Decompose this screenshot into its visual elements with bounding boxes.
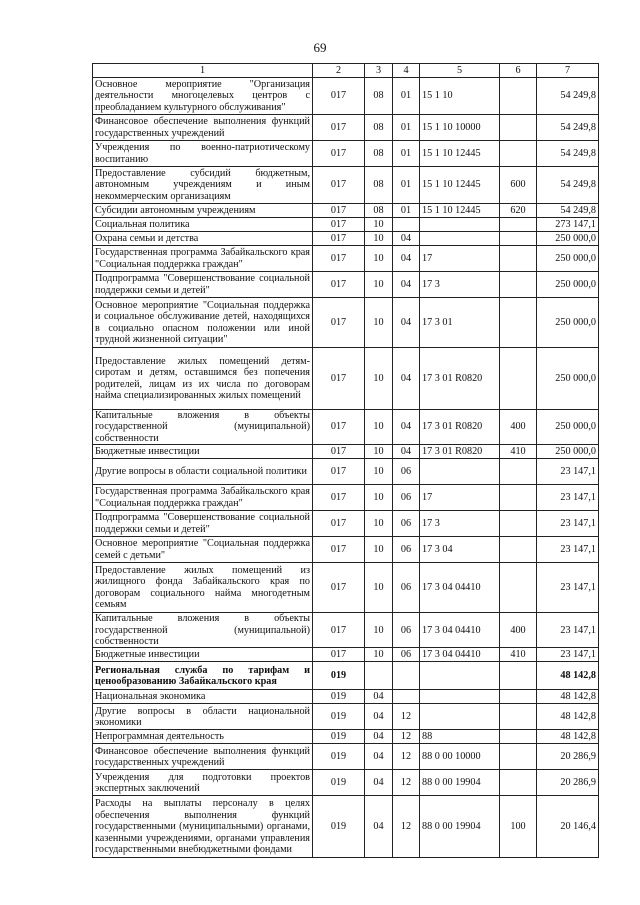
row-name-cell: Финансовое обеспечение выполнения функций государственных учреждений: [93, 115, 313, 141]
subsection-cell: 04: [393, 232, 420, 246]
subsection-cell: [393, 690, 420, 704]
table-row: [93, 78, 599, 115]
amount-cell: 250 000,0: [537, 246, 599, 272]
expense-type-cell: [500, 246, 537, 272]
subsection-cell: 12: [393, 796, 420, 858]
ministry-code-cell: 017: [313, 511, 365, 537]
row-name-cell: Подпрограмма "Совершенствование социальной поддержки семьи и детей": [93, 272, 313, 298]
column-header: 4: [393, 64, 420, 78]
section-cell: 08: [365, 204, 393, 218]
ministry-code-cell: 017: [313, 232, 365, 246]
subsection-cell: 12: [393, 704, 420, 730]
section-cell: [365, 662, 393, 690]
table-row: [93, 690, 599, 704]
ministry-code-cell: 019: [313, 744, 365, 770]
section-cell: 10: [365, 563, 393, 613]
table-row: [93, 662, 599, 690]
ministry-code-cell: 017: [313, 648, 365, 662]
table-row: [93, 272, 599, 298]
row-name-cell: Основное мероприятие "Социальная поддержка семей с детьми": [93, 537, 313, 563]
amount-cell: 48 142,8: [537, 662, 599, 690]
ministry-code-cell: 017: [313, 348, 365, 410]
ministry-code-cell: 017: [313, 218, 365, 232]
section-cell: 10: [365, 348, 393, 410]
table-row: [93, 744, 599, 770]
amount-cell: 54 249,8: [537, 115, 599, 141]
column-header: 5: [420, 64, 500, 78]
table-row: [93, 730, 599, 744]
section-cell: 10: [365, 445, 393, 459]
target-article-cell: 17 3 04: [420, 537, 500, 563]
target-article-cell: 15 1 10 10000: [420, 115, 500, 141]
subsection-cell: 06: [393, 485, 420, 511]
target-article-cell: [420, 662, 500, 690]
amount-cell: 20 146,4: [537, 796, 599, 858]
target-article-cell: 17 3 04 04410: [420, 563, 500, 613]
amount-cell: 250 000,0: [537, 445, 599, 459]
subsection-cell: 01: [393, 167, 420, 204]
section-cell: 10: [365, 485, 393, 511]
expense-type-cell: [500, 459, 537, 485]
expense-type-cell: 410: [500, 648, 537, 662]
section-cell: 04: [365, 690, 393, 704]
expense-type-cell: 400: [500, 613, 537, 648]
amount-cell: 273 147,1: [537, 218, 599, 232]
table-row: [93, 511, 599, 537]
row-name-cell: Предоставление субсидий бюджетным, автономным учреждениям и иным некоммерческим организациям: [93, 167, 313, 204]
target-article-cell: 15 1 10 12445: [420, 141, 500, 167]
section-cell: 10: [365, 232, 393, 246]
target-article-cell: [420, 690, 500, 704]
target-article-cell: 17 3: [420, 511, 500, 537]
expense-type-cell: [500, 730, 537, 744]
amount-cell: 48 142,8: [537, 730, 599, 744]
row-name-cell: Социальная политика: [93, 218, 313, 232]
expense-type-cell: 620: [500, 204, 537, 218]
column-header: 1: [93, 64, 313, 78]
expense-type-cell: 410: [500, 445, 537, 459]
section-cell: 04: [365, 704, 393, 730]
expense-type-cell: [500, 298, 537, 348]
subsection-cell: 06: [393, 563, 420, 613]
section-cell: 04: [365, 796, 393, 858]
ministry-code-cell: 017: [313, 298, 365, 348]
ministry-code-cell: 017: [313, 410, 365, 445]
amount-cell: 250 000,0: [537, 410, 599, 445]
amount-cell: 250 000,0: [537, 272, 599, 298]
row-name-cell: Капитальные вложения в объекты государственной (муниципальной) собственности: [93, 613, 313, 648]
ministry-code-cell: 019: [313, 770, 365, 796]
row-name-cell: Основное мероприятие "Социальная поддержка и социальное обслуживание детей, находящихся в социально опасном положении или иной трудной жизненной ситуации": [93, 298, 313, 348]
expense-type-cell: 100: [500, 796, 537, 858]
ministry-code-cell: 017: [313, 115, 365, 141]
subsection-cell: [393, 218, 420, 232]
ministry-code-cell: 017: [313, 445, 365, 459]
subsection-cell: 12: [393, 730, 420, 744]
amount-cell: 23 147,1: [537, 485, 599, 511]
expense-type-cell: [500, 744, 537, 770]
target-article-cell: 17: [420, 485, 500, 511]
target-article-cell: [420, 218, 500, 232]
section-cell: 04: [365, 730, 393, 744]
ministry-code-cell: 017: [313, 563, 365, 613]
row-name-cell: Другие вопросы в области национальной экономики: [93, 704, 313, 730]
table-row: [93, 445, 599, 459]
amount-cell: 23 147,1: [537, 648, 599, 662]
expense-type-cell: 400: [500, 410, 537, 445]
ministry-code-cell: 017: [313, 485, 365, 511]
expense-type-cell: [500, 563, 537, 613]
section-cell: 04: [365, 744, 393, 770]
table-row: [93, 141, 599, 167]
expense-type-cell: [500, 770, 537, 796]
target-article-cell: 17 3 01: [420, 298, 500, 348]
subsection-cell: 04: [393, 246, 420, 272]
subsection-cell: 04: [393, 410, 420, 445]
target-article-cell: 88: [420, 730, 500, 744]
row-name-cell: Учреждения по военно-патриотическому воспитанию: [93, 141, 313, 167]
expense-type-cell: [500, 141, 537, 167]
ministry-code-cell: 019: [313, 704, 365, 730]
row-name-cell: Капитальные вложения в объекты государственной (муниципальной) собственности: [93, 410, 313, 445]
table-header-row: [93, 64, 599, 78]
amount-cell: 250 000,0: [537, 298, 599, 348]
amount-cell: 20 286,9: [537, 744, 599, 770]
target-article-cell: 17 3 01 R0820: [420, 445, 500, 459]
subsection-cell: 04: [393, 298, 420, 348]
ministry-code-cell: 019: [313, 690, 365, 704]
subsection-cell: 06: [393, 613, 420, 648]
target-article-cell: 15 1 10 12445: [420, 167, 500, 204]
table-row: [93, 563, 599, 613]
section-cell: 10: [365, 459, 393, 485]
expense-type-cell: [500, 272, 537, 298]
column-header: 3: [365, 64, 393, 78]
amount-cell: 54 249,8: [537, 167, 599, 204]
target-article-cell: 17 3 01 R0820: [420, 410, 500, 445]
amount-cell: 20 286,9: [537, 770, 599, 796]
expense-type-cell: [500, 662, 537, 690]
ministry-code-cell: 017: [313, 613, 365, 648]
expense-type-cell: [500, 537, 537, 563]
ministry-code-cell: 017: [313, 141, 365, 167]
ministry-code-cell: 017: [313, 459, 365, 485]
ministry-code-cell: 017: [313, 78, 365, 115]
table-row: [93, 648, 599, 662]
subsection-cell: 04: [393, 272, 420, 298]
ministry-code-cell: 017: [313, 167, 365, 204]
ministry-code-cell: 019: [313, 730, 365, 744]
row-name-cell: Бюджетные инвестиции: [93, 445, 313, 459]
section-cell: 10: [365, 613, 393, 648]
amount-cell: 54 249,8: [537, 141, 599, 167]
amount-cell: 23 147,1: [537, 459, 599, 485]
target-article-cell: 15 1 10 12445: [420, 204, 500, 218]
row-name-cell: Финансовое обеспечение выполнения функций государственных учреждений: [93, 744, 313, 770]
row-name-cell: Региональная служба по тарифам и ценообразованию Забайкальского края: [93, 662, 313, 690]
row-name-cell: Национальная экономика: [93, 690, 313, 704]
amount-cell: 54 249,8: [537, 78, 599, 115]
target-article-cell: 17 3: [420, 272, 500, 298]
subsection-cell: 12: [393, 744, 420, 770]
table-row: [93, 204, 599, 218]
subsection-cell: 06: [393, 537, 420, 563]
table-row: [93, 115, 599, 141]
page-number: 69: [313, 40, 327, 55]
table-row: [93, 796, 599, 858]
amount-cell: 23 147,1: [537, 537, 599, 563]
expense-type-cell: 600: [500, 167, 537, 204]
expense-type-cell: [500, 485, 537, 511]
target-article-cell: 88 0 00 19904: [420, 796, 500, 858]
expense-type-cell: [500, 218, 537, 232]
ministry-code-cell: 017: [313, 272, 365, 298]
ministry-code-cell: 019: [313, 796, 365, 858]
section-cell: 10: [365, 410, 393, 445]
amount-cell: 48 142,8: [537, 704, 599, 730]
target-article-cell: [420, 459, 500, 485]
subsection-cell: 04: [393, 445, 420, 459]
section-cell: 08: [365, 78, 393, 115]
target-article-cell: 15 1 10: [420, 78, 500, 115]
ministry-code-cell: 017: [313, 246, 365, 272]
amount-cell: 48 142,8: [537, 690, 599, 704]
subsection-cell: 01: [393, 141, 420, 167]
table-row: [93, 246, 599, 272]
expense-type-cell: [500, 704, 537, 730]
table-row: [93, 410, 599, 445]
section-cell: 10: [365, 537, 393, 563]
target-article-cell: 17 3 04 04410: [420, 613, 500, 648]
table-row: [93, 167, 599, 204]
amount-cell: 23 147,1: [537, 563, 599, 613]
table-row: [93, 537, 599, 563]
subsection-cell: 01: [393, 78, 420, 115]
section-cell: 08: [365, 141, 393, 167]
table-row: [93, 459, 599, 485]
table-row: [93, 348, 599, 410]
section-cell: 10: [365, 298, 393, 348]
expense-type-cell: [500, 511, 537, 537]
section-cell: 10: [365, 246, 393, 272]
ministry-code-cell: 017: [313, 204, 365, 218]
section-cell: 04: [365, 770, 393, 796]
subsection-cell: [393, 662, 420, 690]
section-cell: 08: [365, 167, 393, 204]
amount-cell: 250 000,0: [537, 232, 599, 246]
column-header: 6: [500, 64, 537, 78]
table-row: [93, 298, 599, 348]
row-name-cell: Учреждения для подготовки проектов экспертных заключений: [93, 770, 313, 796]
row-name-cell: Основное мероприятие "Организация деятельности многоцелевых центров с преобладанием культурного обслуживания": [93, 78, 313, 115]
expense-type-cell: [500, 348, 537, 410]
ministry-code-cell: 017: [313, 537, 365, 563]
row-name-cell: Подпрограмма "Совершенствование социальной поддержки семьи и детей": [93, 511, 313, 537]
row-name-cell: Предоставление жилых помещений из жилищного фонда Забайкальского края по договорам социального найма многодетным семьям: [93, 563, 313, 613]
ministry-code-cell: 019: [313, 662, 365, 690]
target-article-cell: [420, 232, 500, 246]
subsection-cell: 06: [393, 648, 420, 662]
section-cell: 10: [365, 511, 393, 537]
table-row: [93, 704, 599, 730]
expense-type-cell: [500, 690, 537, 704]
subsection-cell: 06: [393, 459, 420, 485]
target-article-cell: 17 3 04 04410: [420, 648, 500, 662]
amount-cell: 250 000,0: [537, 348, 599, 410]
table-row: [93, 232, 599, 246]
section-cell: 10: [365, 648, 393, 662]
section-cell: 10: [365, 218, 393, 232]
subsection-cell: 01: [393, 204, 420, 218]
section-cell: 10: [365, 272, 393, 298]
subsection-cell: 12: [393, 770, 420, 796]
amount-cell: 23 147,1: [537, 511, 599, 537]
column-header: 2: [313, 64, 365, 78]
target-article-cell: 17: [420, 246, 500, 272]
expense-type-cell: [500, 78, 537, 115]
amount-cell: 54 249,8: [537, 204, 599, 218]
table-row: [93, 770, 599, 796]
row-name-cell: Субсидии автономным учреждениям: [93, 204, 313, 218]
expense-type-cell: [500, 115, 537, 141]
column-header: 7: [537, 64, 599, 78]
target-article-cell: 17 3 01 R0820: [420, 348, 500, 410]
budget-table: [92, 63, 599, 858]
table-row: [93, 218, 599, 232]
row-name-cell: Непрограммная деятельность: [93, 730, 313, 744]
subsection-cell: 06: [393, 511, 420, 537]
subsection-cell: 04: [393, 348, 420, 410]
row-name-cell: Бюджетные инвестиции: [93, 648, 313, 662]
target-article-cell: [420, 704, 500, 730]
row-name-cell: Предоставление жилых помещений детям-сиротам и детям, оставшимся без попечения родителей, лицам из их числа по договорам найма специализированных жилых помещений: [93, 348, 313, 410]
subsection-cell: 01: [393, 115, 420, 141]
expense-type-cell: [500, 232, 537, 246]
row-name-cell: Государственная программа Забайкальского края "Социальная поддержка граждан": [93, 485, 313, 511]
row-name-cell: Другие вопросы в области социальной политики: [93, 459, 313, 485]
table-row: [93, 613, 599, 648]
row-name-cell: Расходы на выплаты персоналу в целях обеспечения выполнения функций государственными (муниципальными) органами, казенными учреждениями, органами управления государственными внебюджетными фондами: [93, 796, 313, 858]
table-row: [93, 485, 599, 511]
section-cell: 08: [365, 115, 393, 141]
target-article-cell: 88 0 00 10000: [420, 744, 500, 770]
row-name-cell: Охрана семьи и детства: [93, 232, 313, 246]
row-name-cell: Государственная программа Забайкальского края "Социальная поддержка граждан": [93, 246, 313, 272]
target-article-cell: 88 0 00 19904: [420, 770, 500, 796]
amount-cell: 23 147,1: [537, 613, 599, 648]
